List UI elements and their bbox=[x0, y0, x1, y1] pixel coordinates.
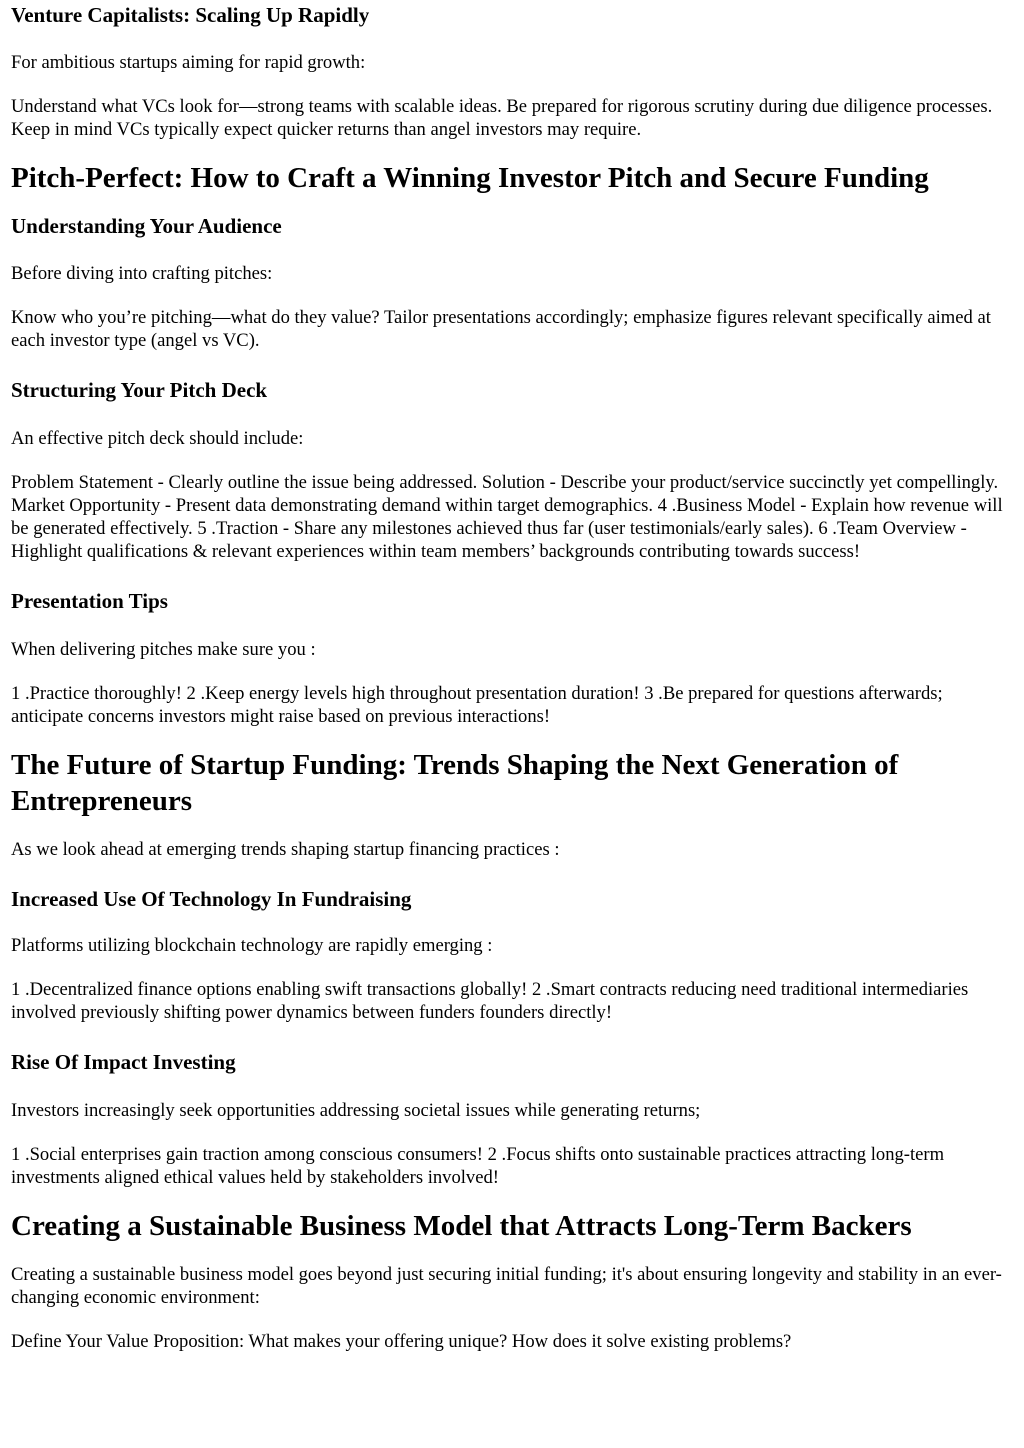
paragraph-future-intro: As we look ahead at emerging trends shaping startup financing practices : bbox=[11, 839, 560, 860]
paragraph-presentation-intro: When delivering pitches make sure you : bbox=[11, 639, 316, 660]
paragraph-technology-intro: Platforms utilizing blockchain technology are rapidly emerging : bbox=[11, 935, 493, 956]
section-heading-impact-investing: Rise Of Impact Investing bbox=[11, 1050, 236, 1074]
article-title-sustainable-model: Creating a Sustainable Business Model that Attracts Long-Term Backers bbox=[11, 1210, 912, 1242]
section-heading-technology: Increased Use Of Technology In Fundraising bbox=[11, 887, 412, 911]
section-heading-presentation-tips: Presentation Tips bbox=[11, 589, 168, 613]
paragraph-impact-intro: Investors increasingly seek opportunities addressing societal issues while generating returns; bbox=[11, 1100, 701, 1121]
paragraph-sustainable-body: Define Your Value Proposition: What makes your offering unique? How does it solve existing problems? bbox=[11, 1331, 792, 1352]
paragraph-vc-body: Understand what VCs look for—strong teams with scalable ideas. Be prepared for rigorous scrutiny during due diligence processes. Keep in mind VCs typically expect quicker returns than angel investors may require. bbox=[11, 96, 993, 140]
paragraph-pitch-deck-intro: An effective pitch deck should include: bbox=[11, 428, 304, 449]
paragraph-pitch-deck-body: Problem Statement - Clearly outline the issue being addressed. Solution - Describe your product/service succinctly yet compellingly. Market Opportunity - Present data demonstrating demand within target demographics. 4 .Business Model - Explain how revenue will be generated effectively. 5 .Traction - Share any milestones achieved thus far (user testimonials/early sales). 6 .Team Overview - Highlight qualifications & relevant experiences within team members’ backgrounds contributing towards success! bbox=[11, 472, 1003, 562]
paragraph-audience-intro: Before diving into crafting pitches: bbox=[11, 263, 273, 284]
section-heading-pitch-deck: Structuring Your Pitch Deck bbox=[11, 378, 268, 402]
paragraph-impact-body: 1 .Social enterprises gain traction among conscious consumers! 2 .Focus shifts onto sustainable practices attracting long-term investments aligned ethical values held by stakeholders involved! bbox=[11, 1144, 945, 1188]
paragraph-technology-body: 1 .Decentralized finance options enabling swift transactions globally! 2 .Smart contracts reducing need traditional intermediaries involved previously shifting power dynamics between funders founders directly! bbox=[11, 979, 969, 1023]
paragraph-vc-intro: For ambitious startups aiming for rapid growth: bbox=[11, 52, 366, 73]
section-heading-venture-capitalists: Venture Capitalists: Scaling Up Rapidly bbox=[11, 3, 370, 27]
paragraph-sustainable-intro: Creating a sustainable business model goes beyond just securing initial funding; it's about ensuring longevity and stability in an ever-changing economic environment: bbox=[11, 1264, 1002, 1308]
paragraph-audience-body: Know who you’re pitching—what do they value? Tailor presentations accordingly; emphasize figures relevant specifically aimed at each investor type (angel vs VC). bbox=[11, 307, 991, 351]
article-title-pitch-perfect: Pitch-Perfect: How to Craft a Winning Investor Pitch and Secure Funding bbox=[11, 162, 929, 194]
section-heading-audience: Understanding Your Audience bbox=[11, 214, 282, 238]
document-page bbox=[0, 2, 1024, 1353]
article-title-future-funding: The Future of Startup Funding: Trends Shaping the Next Generation of Entrepreneurs bbox=[11, 749, 899, 817]
paragraph-presentation-body: 1 .Practice thoroughly! 2 .Keep energy levels high throughout presentation duration! 3 .Be prepared for questions afterwards; anticipate concerns investors might raise based on previous interactions! bbox=[11, 683, 943, 727]
